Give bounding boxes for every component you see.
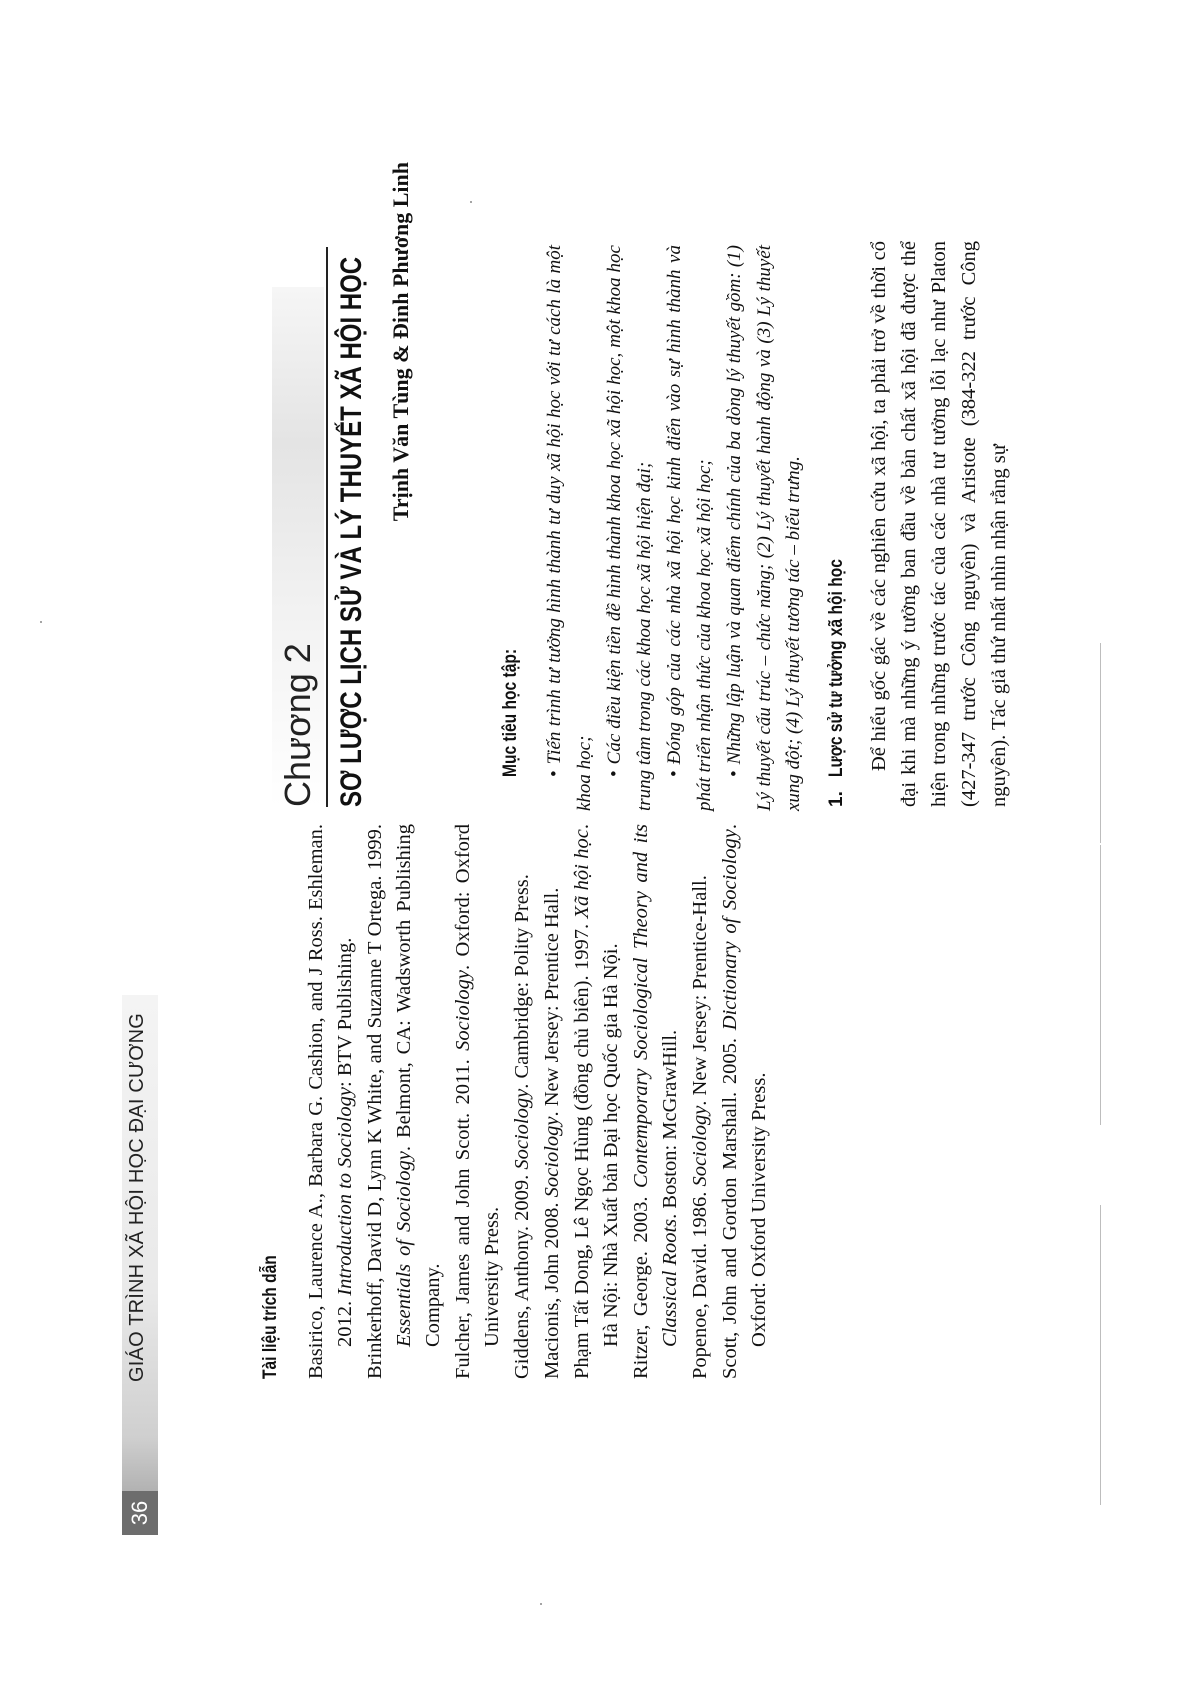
section-number: 1.: [826, 791, 847, 807]
chapter-rule: [326, 247, 328, 807]
learning-goals-heading: Mục tiêu học tập:: [500, 648, 521, 777]
reference-item: Ritzer, George. 2003. Contemporary Sociological Theory and its Classical Roots. Boston: McGrawHill.: [630, 824, 681, 1379]
left-page: [0, 824, 1192, 1685]
learning-goals-list: [540, 245, 810, 811]
references-heading: Tài liệu trích dẫn: [260, 1255, 281, 1379]
chapter-title: SƠ LƯỢC LỊCH SỬ VÀ LÝ THUYẾT XÃ HỘI HỌC: [335, 256, 368, 807]
references-list: [302, 824, 775, 1379]
section-heading: Lược sử tư tưởng xã hội học: [826, 559, 847, 777]
scan-artifact-line: [1100, 643, 1101, 843]
chapter-label: Chương 2: [277, 643, 318, 807]
learning-goal-item: • Những lập luận và quan điểm chính của ba dòng lý thuyết gồm: (1) Lý thuyết cấu trúc – chức năng; (2) Lý thuyết hành động và (3) Lý thuyết xung đột; (4) Lý thuyết tương tác – biểu trưng.: [720, 245, 809, 811]
page-number: 36: [122, 1491, 158, 1535]
reference-item: Brinkerhoff, David D, Lynn K White, and Suzanne T Ortega. 1999. Essentials of Sociology. Belmont, CA: Wadsworth Publishing Company.: [364, 824, 444, 1379]
body-paragraph: Để hiểu gốc gác về các nghiên cứu xã hội, ta phải trở về thời cổ đại khi mà những ý tưởng ban đầu về bản chất xã hội đã được thể hiện trong những trước tác của các nhà tư tưởng lỗi lạc như Platon (427-347 trước Công nguyên) và Aristote (384-322 trước Công nguyên). Tác giả thứ nhất nhìn nhận rằng sự: [868, 241, 1010, 807]
scan-artifact-line: [1100, 1205, 1101, 1505]
learning-goal-item: • Tiến trình tư tưởng hình thành tư duy xã hội học với tư cách là một khoa học;: [540, 245, 599, 811]
scan-speck: [40, 621, 42, 623]
reference-item: Scott, John and Gordon Marshall. 2005. Dictionary of Sociology. Oxford: Oxford University Press.: [719, 824, 770, 1379]
running-header-title: GIÁO TRÌNH XÃ HỘI HỌC ĐẠI CƯƠNG: [126, 1013, 148, 1382]
reference-item: Basirico, Laurence A., Barbara G. Cashion, and J Ross. Eshleman. 2012. Introduction to Sociology: BTV Publishing.: [305, 824, 356, 1379]
reference-item: Phạm Tất Dong, Lê Ngọc Hùng (đồng chủ biên). 1997. Xã hội học. Hà Nội: Nhà Xuất bản Đại học Quốc gia Hà Nội.: [571, 824, 622, 1379]
scan-speck: [470, 201, 472, 203]
scan-speck: [540, 1603, 542, 1605]
running-header-bar: [122, 995, 158, 1535]
reference-item: Giddens, Anthony. 2009. Sociology. Cambridge: Polity Press.: [511, 874, 533, 1379]
reference-item: Macionis, John 2008. Sociology. New Jersey: Prentice Hall.: [541, 887, 563, 1379]
reference-item: Fulcher, James and John Scott. 2011. Sociology. Oxford: Oxford University Press.: [452, 824, 503, 1379]
scan-artifact-line: [1100, 845, 1101, 1125]
reference-item: Popenoe, David. 1986. Sociology. New Jersey: Prentice-Hall.: [689, 875, 711, 1379]
chapter-authors: Trịnh Văn Tùng & Đinh Phương Linh: [388, 162, 413, 522]
learning-goal-item: • Các điều kiện tiền đề hình thành khoa học xã hội học, một khoa học trung tâm trong các khoa học xã hội hiện đại;: [600, 245, 659, 811]
learning-goal-item: • Đóng góp của các nhà xã hội học kinh điển vào sự hình thành và phát triển nhận thức của khoa học xã hội học;: [660, 245, 719, 811]
